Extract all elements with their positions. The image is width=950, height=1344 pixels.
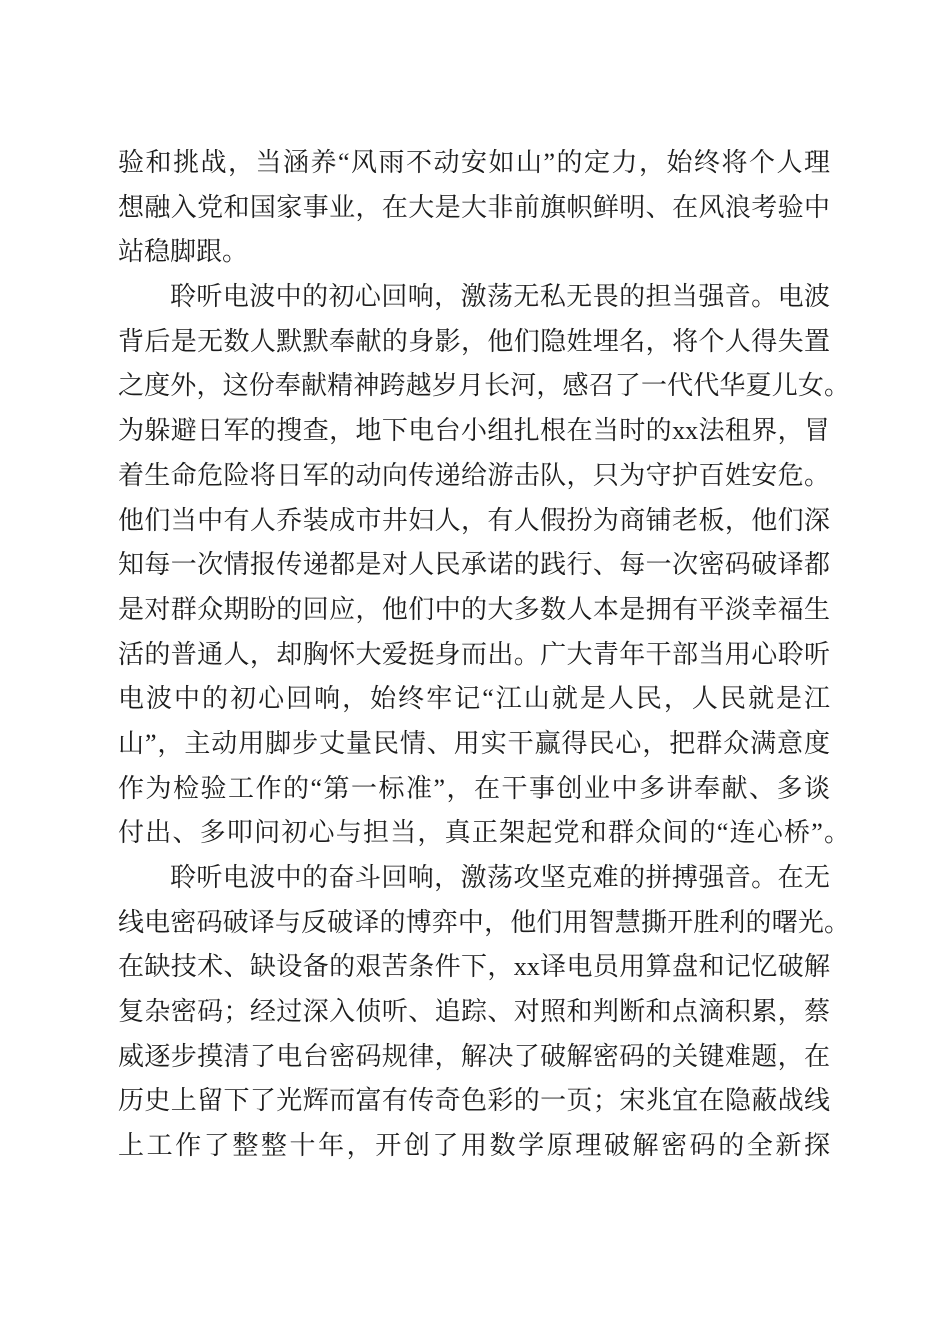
body-text [118,141,878,1169]
text-line: 想融入党和国家事业，在大是大非前旗帜鲜明、在风浪考验中 [118,192,830,222]
text-line: 为躲避日军的搜查，地下电台小组扎根在当时的xx法租界，冒 [118,416,830,446]
text-line: 知每一次情报传递都是对人民承诺的践行、每一次密码破译都 [118,550,830,580]
paragraph [118,275,878,856]
text-line: 上工作了整整十年，开创了用数学原理破解密码的全新探 [118,1131,830,1161]
text-line: 电波中的初心回响，始终牢记“江山就是人民，人民就是江 [118,684,830,714]
text-line: 聆听电波中的奋斗回响，激荡攻坚克难的拼搏强音。在无 [170,863,830,892]
text-line: 验和挑战，当涵养“风雨不动安如山”的定力，始终将个人理 [118,148,830,177]
text-line: 山”，主动用脚步丈量民情、用实干赢得民心，把群众满意度 [118,728,830,758]
text-line: 在缺技术、缺设备的艰苦条件下，xx译电员用算盘和记忆破解 [118,952,830,982]
text-line: 线电密码破译与反破译的博弈中，他们用智慧撕开胜利的曙光。 [118,907,850,937]
text-line: 着生命危险将日军的动向传递给游击队，只为守护百姓安危。 [118,460,830,490]
text-line: 作为检验工作的“第一标准”，在干事创业中多讲奉献、多谈 [118,773,830,803]
text-line: 是对群众期盼的回应，他们中的大多数人本是拥有平淡幸福生 [118,594,830,624]
paragraph [118,141,878,275]
text-line: 威逐步摸清了电台密码规律，解决了破解密码的关键难题，在 [118,1041,830,1071]
text-line: 历史上留下了光辉而富有传奇色彩的一页；宋兆宜在隐蔽战线 [118,1086,830,1116]
text-line: 他们当中有人乔装成市井妇人，有人假扮为商铺老板，他们深 [118,505,830,535]
text-line: 付出、多叩问初心与担当，真正架起党和群众间的“连心桥”。 [118,818,850,848]
text-line: 之度外，这份奉献精神跨越岁月长河，感召了一代代华夏儿女。 [118,371,850,401]
text-line: 聆听电波中的初心回响，激荡无私无畏的担当强音。电波 [170,282,830,312]
paragraph [118,856,878,1169]
text-line: 活的普通人，却胸怀大爱挺身而出。广大青年干部当用心聆听 [118,639,830,669]
text-line: 背后是无数人默默奉献的身影，他们隐姓埋名，将个人得失置 [118,326,830,356]
text-line: 复杂密码；经过深入侦听、追踪、对照和判断和点滴积累，蔡 [118,997,830,1027]
text-line: 站稳脚跟。 [118,237,249,267]
